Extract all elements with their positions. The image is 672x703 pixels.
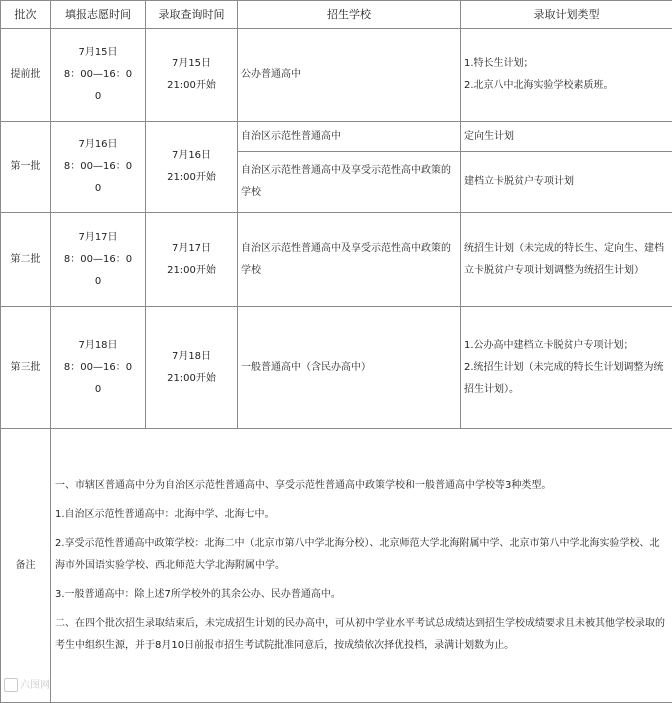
query-time: 21:00开始 (146, 167, 237, 189)
note-paragraph: 1.自治区示范性普通高中：北海中学、北海七中。 (51, 504, 672, 526)
batch-cell: 第一批 (1, 122, 51, 213)
header-plan-type: 录取计划类型 (461, 1, 672, 29)
plan-cell (461, 307, 672, 429)
fill-time-tail: 0 (51, 379, 145, 401)
batch-cell: 第二批 (1, 213, 51, 307)
batch-cell: 第三批 (1, 307, 51, 429)
query-date: 7月17日 (146, 238, 237, 260)
query-time: 21:00开始 (146, 260, 237, 282)
fill-time-tail: 0 (51, 86, 145, 108)
fill-time-cell (51, 213, 146, 307)
fill-time: 8：00—16：0 (51, 156, 145, 178)
header-schools: 招生学校 (238, 1, 461, 29)
plan-line: 1.公办高中建档立卡脱贫户专项计划； (464, 335, 669, 357)
notes-cell (51, 429, 672, 703)
fill-date: 7月15日 (51, 42, 145, 64)
plan-line: 1.特长生计划； (464, 53, 669, 75)
batch-cell: 提前批 (1, 29, 51, 122)
schools-cell: 公办普通高中 (238, 29, 461, 122)
plan-line: 2.统招生计划（未完成的特长生计划调整为统招生计划）。 (464, 357, 669, 401)
header-row (1, 1, 672, 29)
header-fill-time: 填报志愿时间 (51, 1, 146, 29)
plan-cell: 定向生计划 (461, 122, 672, 152)
plan-cell (461, 29, 672, 122)
fill-date: 7月16日 (51, 134, 145, 156)
note-paragraph: 2.享受示范性普通高中政策学校：北海二中（北京市第八中学北海分校）、北京师范大学北海附属中学、北京市第八中学北海实验学校、北海市外国语实验学校、西北师范大学北海附属中学。 (51, 533, 672, 577)
note-paragraph: 一、市辖区普通高中分为自治区示范性普通高中、享受示范性普通高中政策学校和一般普通高中学校等3种类型。 (51, 475, 672, 497)
query-time: 21:00开始 (146, 75, 237, 97)
plan-cell: 统招生计划（未完成的特长生、定向生、建档立卡脱贫户专项计划调整为统招生计划） (461, 213, 672, 307)
query-date: 7月18日 (146, 346, 237, 368)
fill-time-tail: 0 (51, 271, 145, 293)
table-row (1, 307, 672, 429)
schools-cell: 自治区示范性普通高中及享受示范性高中政策的学校 (238, 213, 461, 307)
watermark (4, 676, 50, 692)
query-time-cell (146, 29, 238, 122)
header-batch: 批次 (1, 1, 51, 29)
fill-time: 8：00—16：0 (51, 64, 145, 86)
schools-cell: 一般普通高中（含民办高中） (238, 307, 461, 429)
fill-time-cell (51, 29, 146, 122)
query-date: 7月16日 (146, 145, 237, 167)
fill-time-tail: 0 (51, 178, 145, 200)
note-paragraph: 二、在四个批次招生录取结束后，未完成招生计划的民办高中，可从初中学业水平考试总成绩达到招生学校成绩要求且未被其他学校录取的考生中组织生源，并于8月10日前报市招生考试院批准同意后，按成绩依次择优投档，录满计划数为止。 (51, 613, 672, 657)
query-time-cell (146, 307, 238, 429)
schools-cell: 自治区示范性普通高中及享受示范性高中政策的学校 (238, 152, 461, 213)
query-time-cell (146, 213, 238, 307)
schools-cell: 自治区示范性普通高中 (238, 122, 461, 152)
table-row (1, 122, 672, 152)
query-date: 7月15日 (146, 53, 237, 75)
watermark-logo-icon (4, 678, 18, 692)
fill-time: 8：00—16：0 (51, 249, 145, 271)
table-row (1, 213, 672, 307)
plan-line: 2.北京八中北海实验学校素质班。 (464, 75, 669, 97)
query-time: 21:00开始 (146, 368, 237, 390)
fill-time-cell (51, 122, 146, 213)
fill-time: 8：00—16：0 (51, 357, 145, 379)
watermark-text: 六图网 (20, 680, 50, 691)
header-query-time: 录取查询时间 (146, 1, 238, 29)
fill-date: 7月18日 (51, 335, 145, 357)
query-time-cell (146, 122, 238, 213)
note-label: 备注 (1, 429, 51, 703)
notes-row (1, 429, 672, 703)
table-row (1, 29, 672, 122)
note-paragraph: 3.一般普通高中：除上述7所学校外的其余公办、民办普通高中。 (51, 584, 672, 606)
fill-time-cell (51, 307, 146, 429)
fill-date: 7月17日 (51, 227, 145, 249)
plan-cell: 建档立卡脱贫户专项计划 (461, 152, 672, 213)
